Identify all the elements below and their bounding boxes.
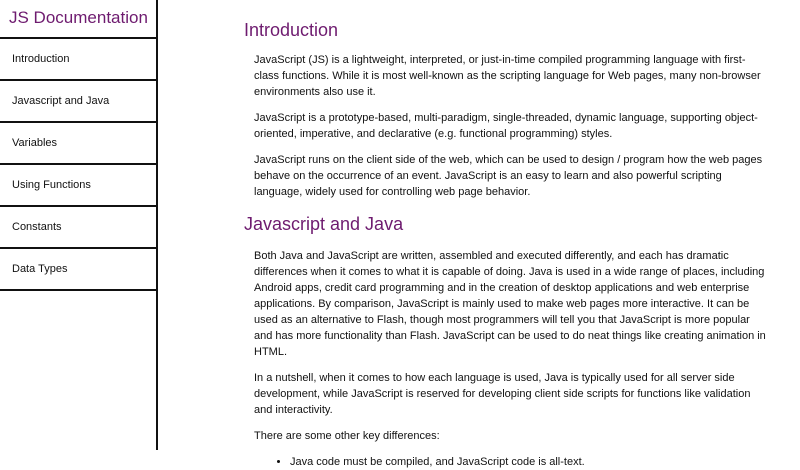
nav-link-javascript-and-java[interactable]: Javascript and Java <box>0 81 156 123</box>
main-doc <box>158 0 800 468</box>
nav-link-data-types[interactable]: Data Types <box>0 249 156 291</box>
nav-link-introduction[interactable]: Introduction <box>0 39 156 81</box>
nav-link-variables[interactable]: Variables <box>0 123 156 165</box>
paragraph: JavaScript runs on the client side of the web, which can be used to design / program how the web pages behave on the occurrence of an event. JavaScript is an easy to learn and also powerful scripting language, widely used for controlling web page behavior. <box>254 154 763 198</box>
nav-link-using-functions[interactable]: Using Functions <box>0 165 156 207</box>
nav-item <box>0 39 156 81</box>
nav-item <box>0 249 156 291</box>
differences-list <box>254 454 770 470</box>
nav-item <box>0 165 156 207</box>
nav-list <box>0 39 156 291</box>
list-item: • Java code must be compiled, and JavaScript code is all-text. <box>290 454 770 470</box>
navbar <box>0 0 158 450</box>
section-title-introduction: Introduction <box>244 20 339 40</box>
paragraph: JavaScript (JS) is a lightweight, interpreted, or just-in-time compiled programming language with first-class functions. While it is most well-known as the scripting language for Web pages, many non-browser environments also use it. <box>254 54 761 98</box>
section-title-javascript-and-java: Javascript and Java <box>244 214 404 234</box>
nav-item <box>0 123 156 165</box>
navbar-title: JS Documentation <box>0 0 156 39</box>
nav-item <box>0 207 156 249</box>
section-body <box>244 248 770 470</box>
paragraph: There are some other key differences: <box>254 430 440 442</box>
nav-item <box>0 81 156 123</box>
paragraph: In a nutshell, when it comes to how each language is used, Java is typically used for all server side development, while JavaScript is reserved for developing client side scripts for functions like validation and interactivity. <box>254 372 751 416</box>
section-body <box>244 52 770 200</box>
nav-link-constants[interactable]: Constants <box>0 207 156 249</box>
section-javascript-and-java <box>158 210 800 470</box>
section-introduction <box>158 0 800 200</box>
paragraph: Both Java and JavaScript are written, assembled and executed differently, and each has dramatic differences when it comes to what it is capable of doing. Java is used in a wide range of places, including Android apps, credit card programming and in the creation of desktop applications and web enterprise applications. By comparison, JavaScript is mainly used to make web pages more interactive. It can be used as an alternative to Flash, though most programmers will tell you that JavaScript is more popular and has more functionality than Flash. JavaScript can be used to do neat things like creating animation in HTML. <box>254 250 766 358</box>
paragraph: JavaScript is a prototype-based, multi-paradigm, single-threaded, dynamic language, supporting object-oriented, imperative, and declarative (e.g. functional programming) styles. <box>254 112 758 140</box>
